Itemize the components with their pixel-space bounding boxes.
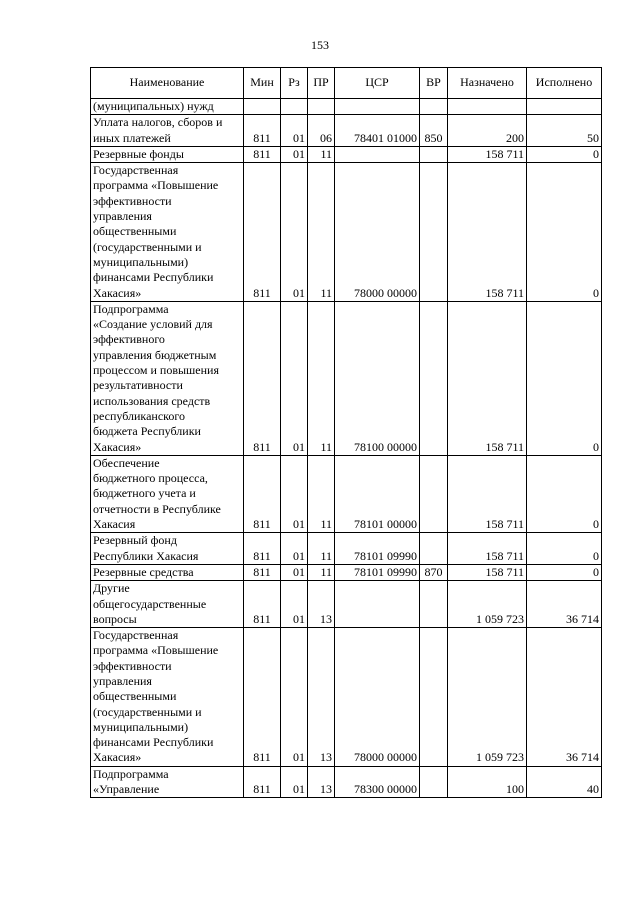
cell-vr <box>420 581 448 628</box>
table-row <box>91 581 602 628</box>
budget-table <box>90 67 602 798</box>
cell-vr <box>420 146 448 162</box>
cell-rz: 01 <box>281 581 308 628</box>
cell-min: 811 <box>244 533 281 565</box>
table-row <box>91 533 602 565</box>
cell-csr <box>335 99 420 115</box>
cell-name: Резервные средства <box>91 564 244 580</box>
cell-vr: 850 <box>420 115 448 147</box>
cell-pr: 13 <box>308 628 335 767</box>
col-header-pr: ПР <box>308 68 335 99</box>
cell-rz: 01 <box>281 115 308 147</box>
cell-vr <box>420 533 448 565</box>
cell-pr: 11 <box>308 533 335 565</box>
cell-min: 811 <box>244 301 281 455</box>
table-body <box>91 99 602 798</box>
cell-executed <box>527 99 602 115</box>
table-header-row <box>91 68 602 99</box>
cell-pr: 11 <box>308 455 335 532</box>
col-header-name: Наименование <box>91 68 244 99</box>
cell-pr: 11 <box>308 146 335 162</box>
cell-executed: 40 <box>527 766 602 798</box>
col-header-executed: Исполнено <box>527 68 602 99</box>
cell-min: 811 <box>244 564 281 580</box>
cell-min: 811 <box>244 628 281 767</box>
col-header-rz: Рз <box>281 68 308 99</box>
cell-name: Уплата налогов, сборов и иных платежей <box>91 115 244 147</box>
cell-executed: 0 <box>527 564 602 580</box>
cell-pr: 11 <box>308 564 335 580</box>
cell-executed: 0 <box>527 163 602 302</box>
table-row <box>91 115 602 147</box>
cell-assigned: 158 711 <box>448 301 527 455</box>
cell-assigned: 158 711 <box>448 564 527 580</box>
cell-csr: 78101 09990 <box>335 533 420 565</box>
cell-executed: 0 <box>527 301 602 455</box>
cell-executed: 0 <box>527 533 602 565</box>
cell-rz: 01 <box>281 301 308 455</box>
cell-rz: 01 <box>281 628 308 767</box>
cell-min: 811 <box>244 581 281 628</box>
cell-executed: 0 <box>527 146 602 162</box>
page-number: 153 <box>311 38 329 52</box>
cell-rz: 01 <box>281 533 308 565</box>
cell-assigned: 158 711 <box>448 146 527 162</box>
table-row <box>91 628 602 767</box>
cell-csr <box>335 146 420 162</box>
cell-rz: 01 <box>281 146 308 162</box>
cell-executed: 50 <box>527 115 602 147</box>
cell-name: Подпрограмма «Создание условий для эффективного управления бюджетным процессом и повышения результативности использования средств республиканского бюджета Республики Хакасия» <box>91 301 244 455</box>
cell-vr <box>420 99 448 115</box>
cell-vr <box>420 163 448 302</box>
cell-min: 811 <box>244 455 281 532</box>
cell-assigned <box>448 99 527 115</box>
cell-rz: 01 <box>281 564 308 580</box>
cell-assigned: 200 <box>448 115 527 147</box>
cell-csr <box>335 581 420 628</box>
cell-rz: 01 <box>281 766 308 798</box>
cell-rz: 01 <box>281 455 308 532</box>
cell-name: Государственная программа «Повышение эффективности управления общественными (государственными и муниципальными) финансами Республики Хакасия» <box>91 163 244 302</box>
cell-csr: 78000 00000 <box>335 628 420 767</box>
cell-csr: 78401 01000 <box>335 115 420 147</box>
cell-executed: 36 714 <box>527 628 602 767</box>
table-row <box>91 99 602 115</box>
cell-pr: 13 <box>308 766 335 798</box>
cell-csr: 78101 09990 <box>335 564 420 580</box>
col-header-min: Мин <box>244 68 281 99</box>
table-row <box>91 766 602 798</box>
cell-vr: 870 <box>420 564 448 580</box>
col-header-assigned: Назначено <box>448 68 527 99</box>
cell-executed: 0 <box>527 455 602 532</box>
cell-name: (муниципальных) нужд <box>91 99 244 115</box>
cell-vr <box>420 455 448 532</box>
table-row <box>91 146 602 162</box>
cell-vr <box>420 301 448 455</box>
col-header-vr: ВР <box>420 68 448 99</box>
cell-csr: 78000 00000 <box>335 163 420 302</box>
cell-assigned: 158 711 <box>448 163 527 302</box>
col-header-csr: ЦСР <box>335 68 420 99</box>
cell-name: Государственная программа «Повышение эффективности управления общественными (государственными и муниципальными) финансами Республики Хакасия» <box>91 628 244 767</box>
cell-pr: 06 <box>308 115 335 147</box>
cell-min: 811 <box>244 163 281 302</box>
cell-pr: 11 <box>308 163 335 302</box>
cell-name: Резервные фонды <box>91 146 244 162</box>
cell-min <box>244 99 281 115</box>
cell-pr: 11 <box>308 301 335 455</box>
table-row <box>91 163 602 302</box>
cell-csr: 78100 00000 <box>335 301 420 455</box>
cell-csr: 78300 00000 <box>335 766 420 798</box>
cell-rz <box>281 99 308 115</box>
cell-min: 811 <box>244 115 281 147</box>
cell-vr <box>420 628 448 767</box>
cell-assigned: 158 711 <box>448 533 527 565</box>
cell-min: 811 <box>244 146 281 162</box>
cell-name: Подпрограмма «Управление <box>91 766 244 798</box>
cell-assigned: 100 <box>448 766 527 798</box>
cell-name: Другие общегосударственные вопросы <box>91 581 244 628</box>
cell-executed: 36 714 <box>527 581 602 628</box>
cell-name: Резервный фонд Республики Хакасия <box>91 533 244 565</box>
cell-assigned: 1 059 723 <box>448 581 527 628</box>
cell-name: Обеспечение бюджетного процесса, бюджетного учета и отчетности в Республике Хакасия <box>91 455 244 532</box>
cell-vr <box>420 766 448 798</box>
cell-assigned: 158 711 <box>448 455 527 532</box>
table-row <box>91 564 602 580</box>
cell-assigned: 1 059 723 <box>448 628 527 767</box>
table-row <box>91 455 602 532</box>
cell-pr: 13 <box>308 581 335 628</box>
cell-csr: 78101 00000 <box>335 455 420 532</box>
table-row <box>91 301 602 455</box>
cell-rz: 01 <box>281 163 308 302</box>
cell-min: 811 <box>244 766 281 798</box>
cell-pr <box>308 99 335 115</box>
